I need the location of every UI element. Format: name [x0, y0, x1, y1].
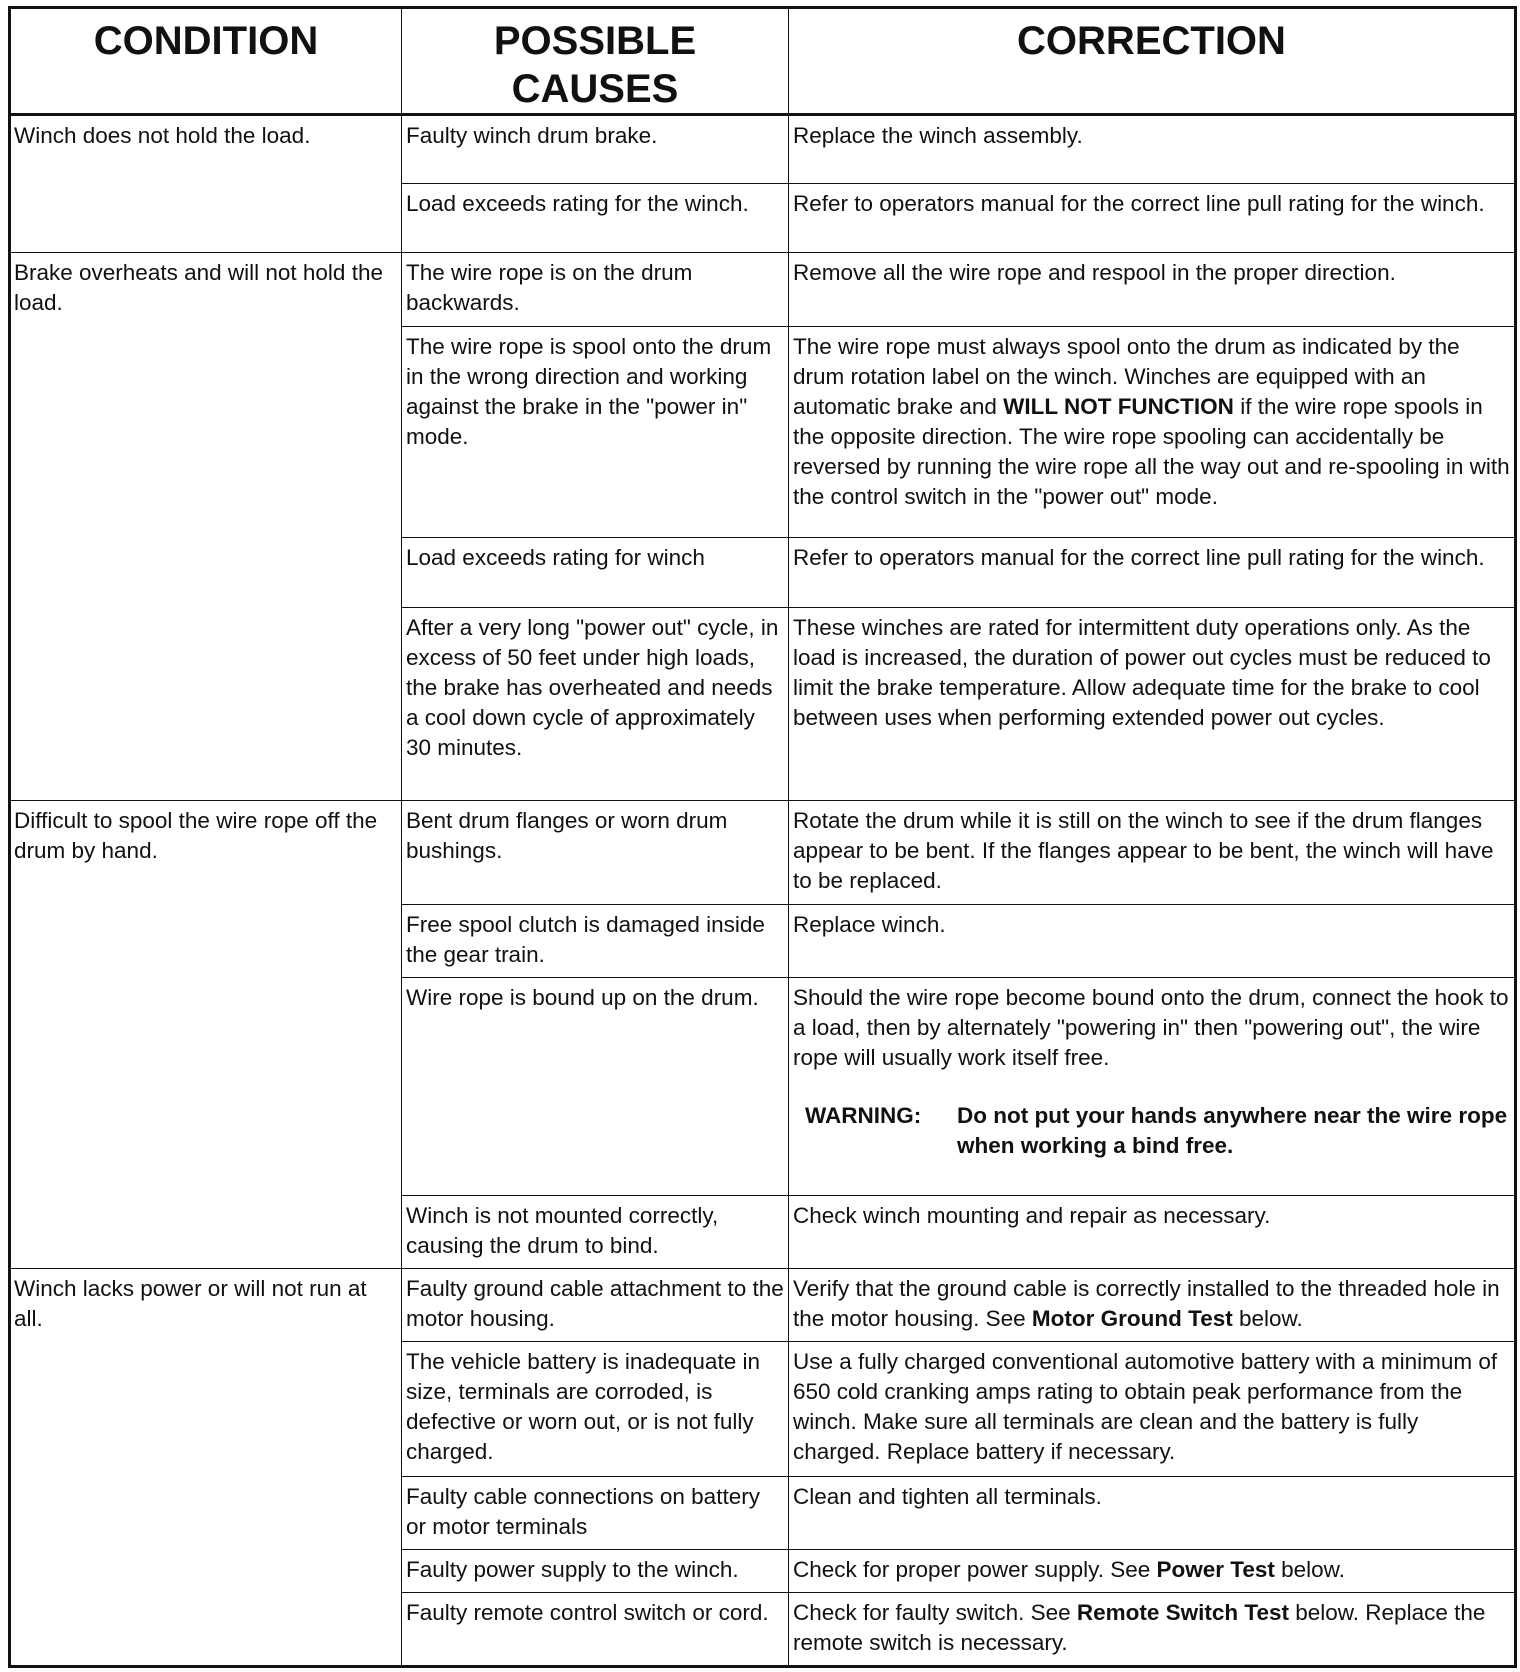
- header-row: [10, 8, 1516, 115]
- correction-cell: Refer to operators manual for the correct line pull rating for the winch.: [789, 538, 1516, 607]
- cause-cell: Faulty winch drum brake.: [402, 115, 789, 184]
- troubleshooting-table: [8, 6, 1517, 1668]
- header-condition: CONDITION: [10, 8, 402, 115]
- cause-cell: Free spool clutch is damaged inside the gear train.: [402, 904, 789, 977]
- correction-cell: Rotate the drum while it is still on the winch to see if the drum flanges appear to be bent. If the flanges appear to be bent, the winch will have to be replaced.: [789, 800, 1516, 904]
- cause-cell: Load exceeds rating for the winch.: [402, 184, 789, 253]
- cause-cell: Bent drum flanges or worn drum bushings.: [402, 800, 789, 904]
- correction-cell: Refer to operators manual for the correct line pull rating for the winch.: [789, 184, 1516, 253]
- correction-cell: [789, 1549, 1516, 1592]
- header-correction: CORRECTION: [789, 8, 1516, 115]
- correction-cell: Clean and tighten all terminals.: [789, 1476, 1516, 1549]
- correction-text: Check for proper power supply. See: [793, 1556, 1157, 1582]
- correction-cell: Check winch mounting and repair as necessary.: [789, 1195, 1516, 1268]
- warning-block: [805, 1101, 1510, 1161]
- condition-cell: Difficult to spool the wire rope off the drum by hand.: [10, 800, 402, 1268]
- correction-cell: [789, 1269, 1516, 1342]
- correction-text: Verify that the ground cable is correctly installed to the threaded hole in the motor housing. See: [793, 1276, 1500, 1332]
- correction-cell: [789, 1592, 1516, 1666]
- warning-label: WARNING:: [805, 1102, 922, 1128]
- correction-text: below.: [1232, 1306, 1303, 1332]
- condition-cell: Winch lacks power or will not run at all.: [10, 1269, 402, 1667]
- cause-cell: The vehicle battery is inadequate in size, terminals are corroded, is defective or worn out, or is not fully charged.: [402, 1342, 789, 1476]
- correction-cell: These winches are rated for intermittent duty operations only. As the load is increased, the duration of power out cycles must be reduced to limit the brake temperature. Allow adequate time for the brake to cool between uses when performing extended power out cycles.: [789, 607, 1516, 800]
- correction-text: The wire rope must always spool onto the drum as indicated by the drum rotation label on the winch. Winches are equipped with an automatic brake and: [793, 333, 1460, 419]
- correction-cell: Replace the winch assembly.: [789, 115, 1516, 184]
- cause-cell: The wire rope is spool onto the drum in the wrong direction and working against the brake in the "power in" mode.: [402, 326, 789, 538]
- correction-cell: Use a fully charged conventional automotive battery with a minimum of 650 cold cranking amps rating to obtain peak performance from the winch. Make sure all terminals are clean and the battery is fully charged. Replace battery if necessary.: [789, 1342, 1516, 1476]
- cause-cell: Faulty ground cable attachment to the motor housing.: [402, 1269, 789, 1342]
- condition-cell: Brake overheats and will not hold the load.: [10, 253, 402, 801]
- cause-cell: Faulty remote control switch or cord.: [402, 1592, 789, 1666]
- correction-emphasis: WILL NOT FUNCTION: [1003, 393, 1234, 419]
- correction-text: below.: [1274, 1556, 1345, 1582]
- table-row: [10, 115, 1516, 184]
- header-possible-causes: POSSIBLE CAUSES: [402, 8, 789, 115]
- table-row: [10, 253, 1516, 326]
- table-row: [10, 800, 1516, 904]
- correction-cell: Replace winch.: [789, 904, 1516, 977]
- cause-cell: After a very long "power out" cycle, in excess of 50 feet under high loads, the brake has overheated and needs a cool down cycle of approximately 30 minutes.: [402, 607, 789, 800]
- table-row: [10, 1269, 1516, 1342]
- correction-cell: [789, 977, 1516, 1195]
- correction-text: Should the wire rope become bound onto the drum, connect the hook to a load, then by alternately "powering in" then "powering out", the wire rope will usually work itself free.: [793, 984, 1509, 1070]
- correction-cell: [789, 326, 1516, 538]
- correction-text: below. Replace the remote switch is necessary.: [793, 1599, 1486, 1655]
- troubleshooting-sheet: [8, 6, 1514, 1668]
- correction-emphasis: Power Test: [1156, 1556, 1275, 1582]
- cause-cell: Faulty cable connections on battery or motor terminals: [402, 1476, 789, 1549]
- cause-cell: Wire rope is bound up on the drum.: [402, 977, 789, 1195]
- correction-text: if the wire rope spools in the opposite direction. The wire rope spooling can accidentally be reversed by running the wire rope all the way out and re-spooling in with the control switch in the "power out" mode.: [793, 393, 1510, 509]
- cause-cell: Faulty power supply to the winch.: [402, 1549, 789, 1592]
- correction-text: Check for faulty switch. See: [793, 1599, 1077, 1625]
- correction-emphasis: Motor Ground Test: [1031, 1306, 1233, 1332]
- condition-cell: Winch does not hold the load.: [10, 115, 402, 253]
- cause-cell: The wire rope is on the drum backwards.: [402, 253, 789, 326]
- cause-cell: Load exceeds rating for winch: [402, 538, 789, 607]
- correction-emphasis: Remote Switch Test: [1076, 1599, 1289, 1625]
- cause-cell: Winch is not mounted correctly, causing the drum to bind.: [402, 1195, 789, 1268]
- warning-text: Do not put your hands anywhere near the wire rope when working a bind free.: [957, 1102, 1508, 1158]
- correction-cell: Remove all the wire rope and respool in the proper direction.: [789, 253, 1516, 326]
